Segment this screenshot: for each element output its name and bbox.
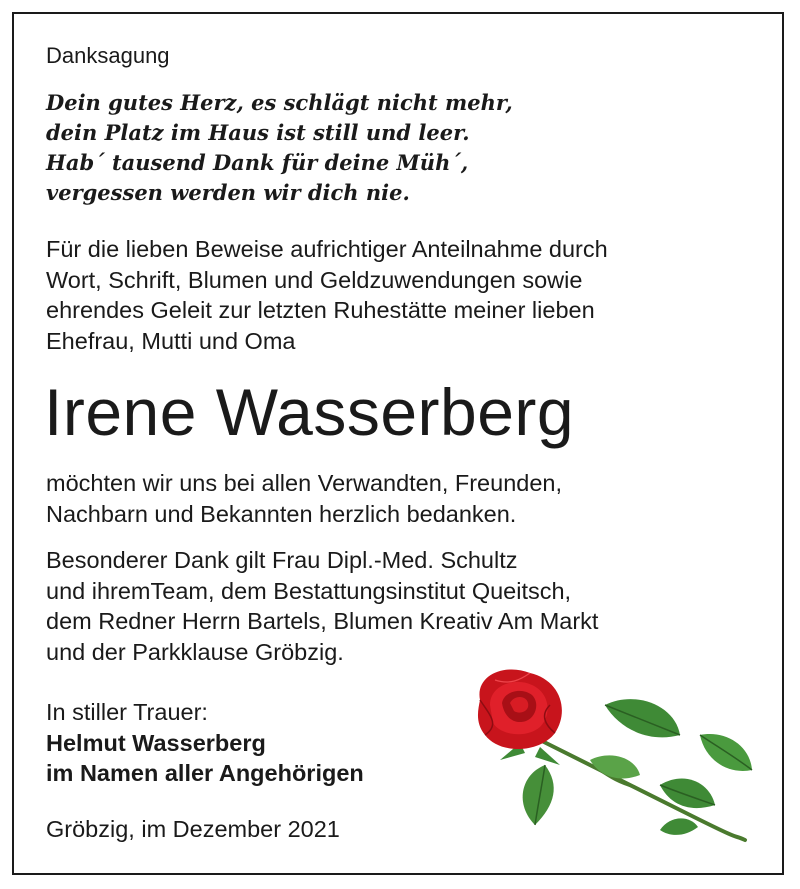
poem-line: Dein gutes Herz, es schlägt nicht mehr, [46, 90, 513, 115]
text-line: Wort, Schrift, Blumen und Geldzuwendungen sowie [46, 266, 583, 293]
special-thanks-paragraph [46, 545, 746, 667]
text-line: und der Parkklause Gröbzig. [46, 638, 344, 665]
text-line: Ehefrau, Mutti und Oma [46, 327, 296, 354]
place-and-date: Gröbzig, im Dezember 2021 [46, 815, 340, 842]
poem-line: Hab´ tausend Dank für deine Müh´, [46, 150, 469, 175]
deceased-name: Irene Wasserberg [44, 375, 575, 449]
text-line: dem Redner Herrn Bartels, Blumen Kreativ Am Markt [46, 608, 599, 634]
text-line: und ihremTeam, dem Bestattungsinstitut Queitsch, [46, 577, 572, 604]
text-line: möchten wir uns bei allen Verwandten, Freunden, [46, 470, 563, 496]
notice-heading: Danksagung [46, 43, 170, 68]
text-line: Besonderer Dank gilt Frau Dipl.-Med. Schultz [46, 547, 518, 573]
text-line: ehrendes Geleit zur letzten Ruhestätte meiner lieben [46, 297, 595, 323]
red-rose-icon [460, 665, 760, 845]
poem-line: dein Platz im Haus ist still und leer. [46, 120, 470, 145]
text-line: Für die lieben Beweise aufrichtiger Anteilnahme durch [46, 236, 608, 262]
mourning-label: In stiller Trauer: [46, 699, 208, 725]
signatory-note: im Namen aller Angehörigen [46, 760, 364, 786]
signatory-name: Helmut Wasserberg [46, 729, 266, 756]
poem-line: vergessen werden wir dich nie. [46, 180, 410, 205]
text-line: Nachbarn und Bekannten herzlich bedanken. [46, 500, 517, 527]
memorial-poem [46, 88, 746, 208]
intro-paragraph [46, 234, 746, 356]
thanks-paragraph [46, 468, 746, 529]
